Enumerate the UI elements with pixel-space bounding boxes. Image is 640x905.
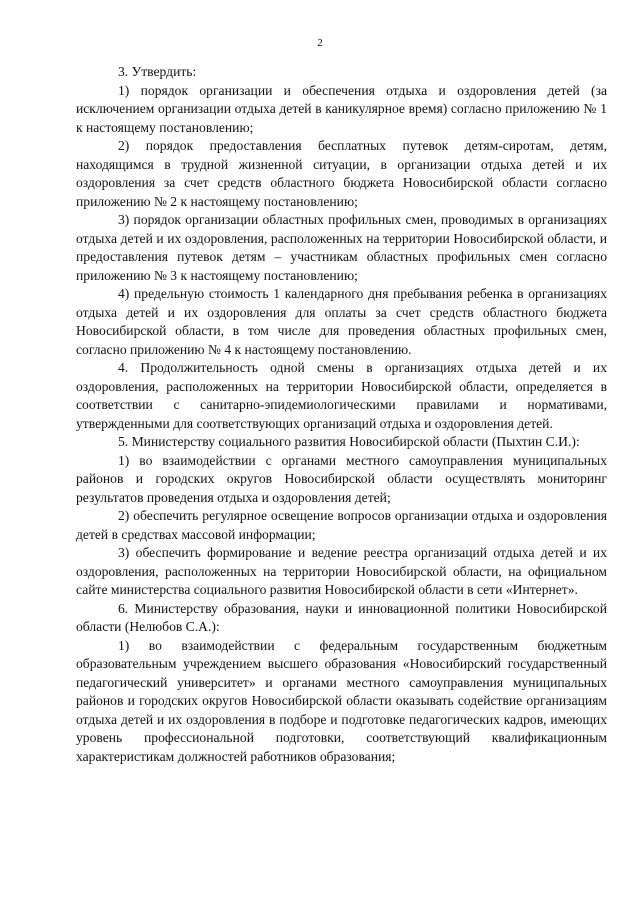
paragraph-subitem-5-3: 3) обеспечить формирование и ведение реестра организаций отдыха детей и их оздоровления, расположенных на территории Новосибирской области, на официальном сайте министерства социального развития Новосибирской области в сети «Интернет».: [76, 545, 607, 597]
paragraph-subitem-5-2: 2) обеспечить регулярное освещение вопросов организации отдыха и оздоровления детей в средствах массовой информации;: [76, 508, 607, 542]
paragraph-subitem-3-4: 4) предельную стоимость 1 календарного дня пребывания ребенка в организациях отдыха детей и их оздоровления для оплаты за счет средств областного бюджета Новосибирской области, в том числе для проведения областных профильных смен, согласно приложению № 4 к настоящему постановлению.: [76, 286, 607, 357]
paragraph-subitem-3-1: 1) порядок организации и обеспечения отдыха и оздоровления детей (за исключением организации отдыха детей в каникулярное время) согласно приложению № 1 к настоящему постановлению;: [76, 82, 607, 135]
document-body: [76, 63, 607, 766]
paragraph-subitem-3-3: 3) порядок организации областных профильных смен, проводимых в организациях отдыха детей и их оздоровления, расположенных на территории Новосибирской области, и предоставления путевок детям – участникам областных профильных смен согласно приложению № 3 к настоящему постановлению;: [76, 212, 607, 283]
paragraph-item-6: 6. Министерству образования, науки и инновационной политики Новосибирской области (Нелюбов С.А.):: [76, 600, 607, 634]
paragraph-item-4: 4. Продолжительность одной смены в организациях отдыха детей и их оздоровления, расположенных на территории Новосибирской области, определяется в соответствии с санитарно-эпидемиологическими правилами и нормативами, утвержденными для соответствующих организаций отдыха и оздоровления детей.: [76, 360, 607, 431]
paragraph-subitem-5-1: 1) во взаимодействии с органами местного самоуправления муниципальных районов и городских округов Новосибирской области осуществлять мониторинг результатов проведения отдыха и оздоровления детей;: [76, 452, 607, 505]
page-number: 2: [317, 37, 323, 49]
paragraph-item-5: 5. Министерству социального развития Новосибирской области (Пыхтин С.И.):: [118, 434, 580, 449]
paragraph-item-3-approve: 3. Утвердить:: [118, 64, 197, 79]
paragraph-subitem-6-1: 1) во взаимодействии с федеральным государственным бюджетным образовательным учреждением высшего образования «Новосибирский государственный педагогический университет» и органами местного самоуправления муниципальных районов и городских округов Новосибирской области оказывать содействие организациям отдыха детей и их оздоровления в подборе и подготовке педагогических кадров, имеющих уровень профессиональной подготовки, соответствующий квалификационным характеристикам должностей работников образования;: [76, 637, 607, 764]
paragraph-subitem-3-2: 2) порядок предоставления бесплатных путевок детям-сиротам, детям, находящимся в трудной жизненной ситуации, в организации отдыха детей и их оздоровления за счет средств областного бюджета Новосибирской области согласно приложению № 2 к настоящему постановлению;: [76, 138, 607, 209]
